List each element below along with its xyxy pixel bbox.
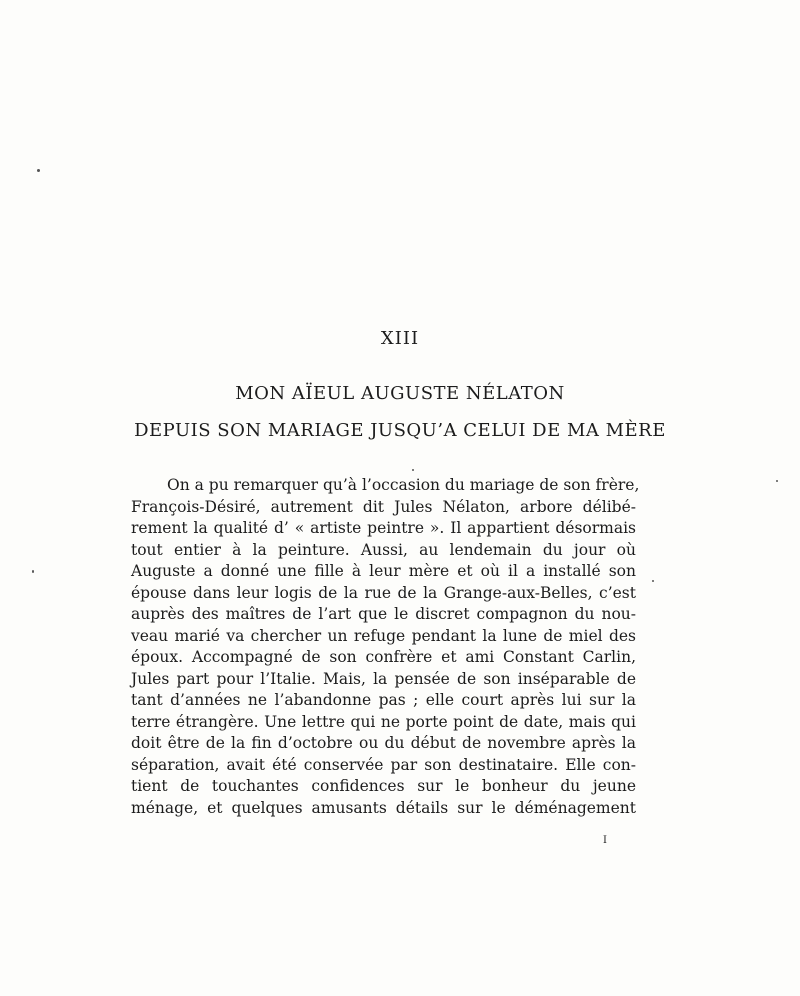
body-line: séparation, avait été conservée par son destinataire. Elle con-: [131, 755, 636, 774]
body-line: épouse dans leur logis de la rue de la Grange-aux-Belles, c’est: [131, 583, 636, 602]
body-line: veau marié va chercher un refuge pendant la lune de miel des: [131, 626, 636, 645]
body-line: ménage, et quelques amusants détails sur le déménagement: [131, 798, 636, 817]
body-line: tout entier à la peinture. Aussi, au lendemain du jour où: [131, 540, 636, 559]
print-speck: [32, 570, 34, 573]
chapter-title-line-2: DEPUIS SON MARIAGE JUSQU’A CELUI DE MA MÈRE: [134, 420, 666, 441]
print-speck: [776, 480, 778, 482]
body-line: On a pu remarquer qu’à l’occasion du mariage de son frère,: [167, 476, 640, 494]
body-line: rement la qualité d’ « artiste peintre ». Il appartient désormais: [131, 519, 636, 537]
body-line: auprès des maîtres de l’art que le discret compagnon du nou-: [131, 605, 636, 623]
body-line: Jules part pour l’Italie. Mais, la pensée de son inséparable de: [131, 669, 636, 688]
body-text: [131, 475, 640, 819]
body-line: tant d’années ne l’abandonne pas ; elle court après lui sur la: [131, 691, 636, 709]
chapter-title-line-1: MON AÏEUL AUGUSTE NÉLATON: [235, 383, 565, 404]
body-line: doit être de la fin d’octobre ou du début de novembre après la: [131, 734, 636, 752]
body-line: Auguste a donné une fille à leur mère et où il a installé son: [131, 562, 636, 580]
body-line: terre étrangère. Une lettre qui ne porte point de date, mais qui: [131, 712, 636, 731]
body-line: époux. Accompagné de son confrère et ami Constant Carlin,: [131, 648, 636, 666]
print-speck: [37, 169, 40, 172]
print-speck: [412, 469, 414, 471]
signature-mark: I: [603, 835, 607, 846]
body-line: tient de touchantes confidences sur le bonheur du jeune: [131, 777, 636, 795]
print-speck: [652, 580, 654, 582]
body-line: François-Désiré, autrement dit Jules Nélaton, arbore délibé-: [131, 497, 636, 516]
chapter-number: XIII: [380, 328, 420, 349]
